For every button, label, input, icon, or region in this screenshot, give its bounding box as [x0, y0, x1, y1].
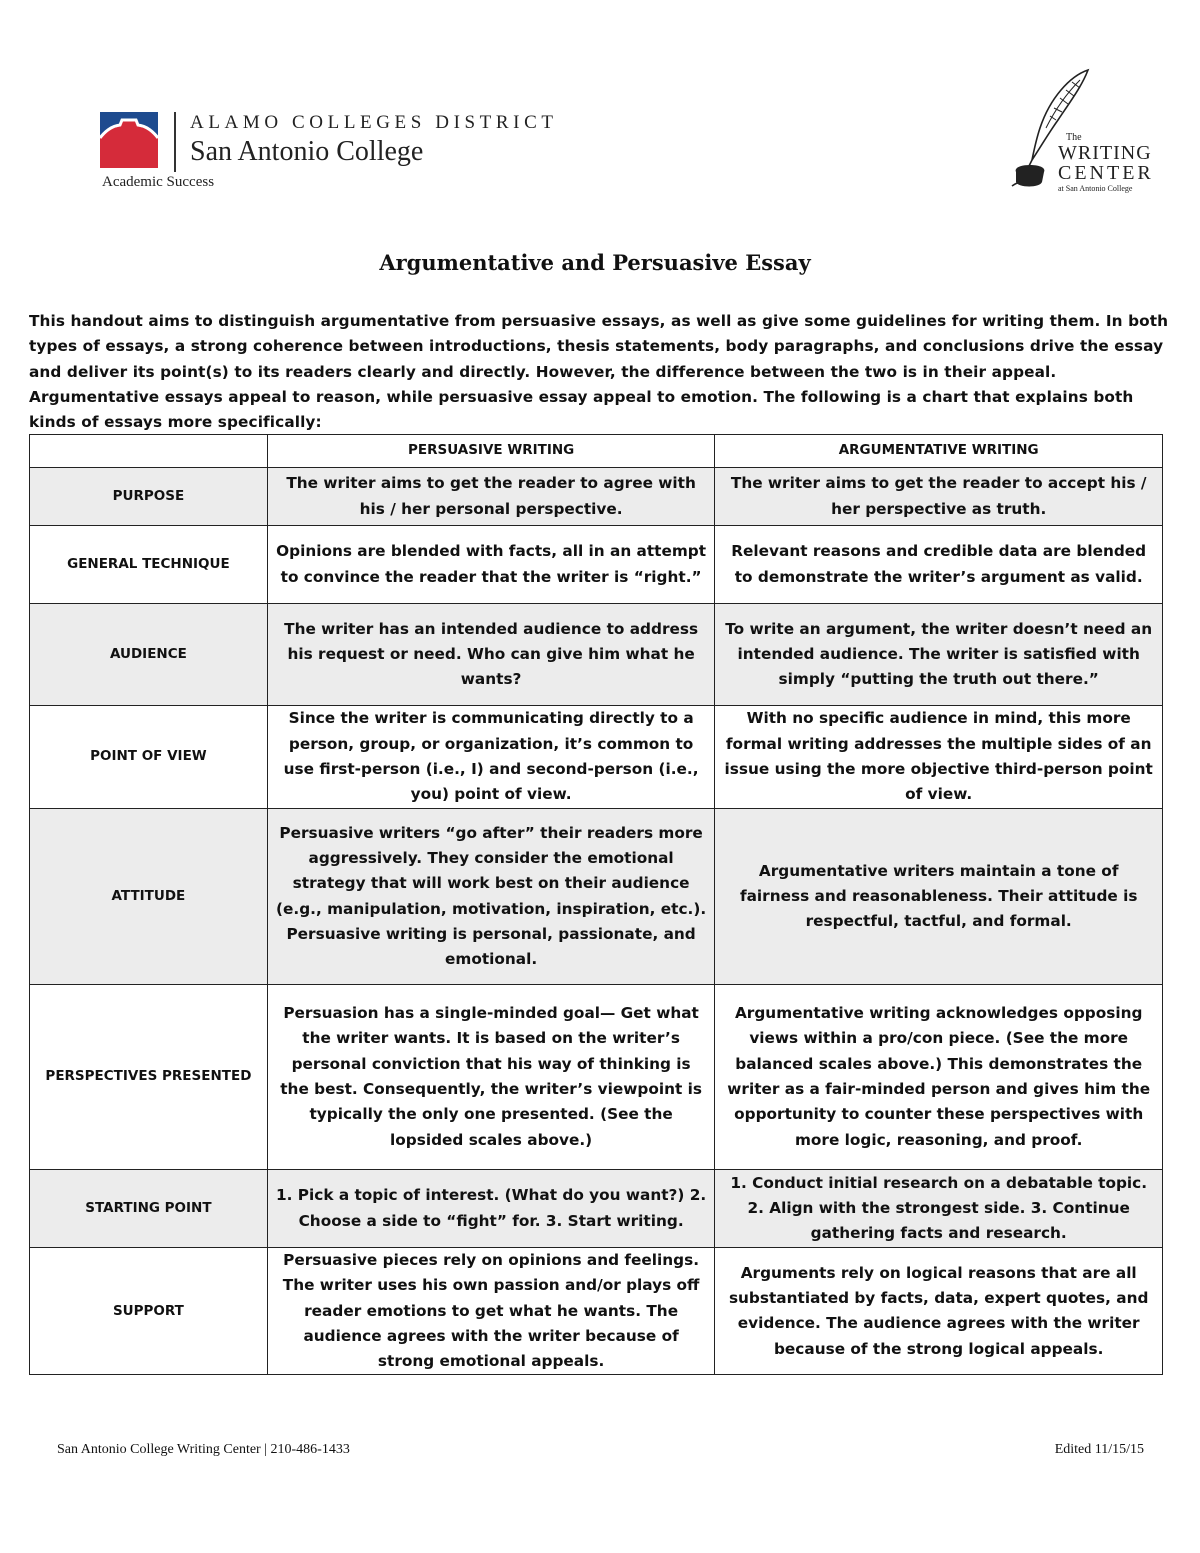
- header-empty-cell: [30, 435, 268, 468]
- row-audience: [30, 604, 1163, 706]
- document-title: Argumentative and Persuasive Essay: [379, 250, 811, 275]
- row-attitude: [30, 809, 1163, 985]
- argumentative-cell: Argumentative writing acknowledges opposing views within a pro/con piece. (See the more balanced scales above.) This demonstrates the writer as a fair-minded person and gives him the opportunity to counter these perspectives with more logic, reasoning, and proof.: [715, 985, 1163, 1170]
- row-label: POINT OF VIEW: [30, 706, 268, 809]
- row-support: [30, 1248, 1163, 1375]
- row-point-of-view: [30, 706, 1163, 809]
- logo-divider: [174, 112, 176, 172]
- argumentative-cell: The writer aims to get the reader to accept his / her perspective as truth.: [715, 468, 1163, 526]
- row-general-technique: [30, 526, 1163, 604]
- persuasive-cell: Since the writer is communicating directly to a person, group, or organization, it’s common to use first-person (i.e., I) and second-person (i.e., you) point of view.: [267, 706, 715, 809]
- writing-center-logo: [1010, 68, 1160, 198]
- row-purpose: [30, 468, 1163, 526]
- argumentative-cell: Relevant reasons and credible data are blended to demonstrate the writer’s argument as valid.: [715, 526, 1163, 604]
- department-name: Academic Success: [102, 174, 215, 190]
- row-label: AUDIENCE: [30, 604, 268, 706]
- row-starting-point: [30, 1170, 1163, 1248]
- footer-edited-date: Edited 11/15/15: [1054, 1442, 1144, 1457]
- footer-contact: San Antonio College Writing Center | 210-486-1433: [57, 1442, 350, 1457]
- persuasive-cell: The writer has an intended audience to address his request or need. Who can give him what he wants?: [267, 604, 715, 706]
- persuasive-cell: Opinions are blended with facts, all in an attempt to convince the reader that the writer is “right.”: [267, 526, 715, 604]
- wc-writing: WRITING: [1058, 142, 1152, 164]
- table-header-row: [30, 435, 1163, 468]
- row-label: PURPOSE: [30, 468, 268, 526]
- argumentative-cell: Argumentative writers maintain a tone of fairness and reasonableness. Their attitude is respectful, tactful, and formal.: [715, 809, 1163, 985]
- row-label: GENERAL TECHNIQUE: [30, 526, 268, 604]
- argumentative-cell: To write an argument, the writer doesn’t need an intended audience. The writer is satisfied with simply “putting the truth out there.”: [715, 604, 1163, 706]
- argumentative-cell: 1. Conduct initial research on a debatable topic. 2. Align with the strongest side. 3. Continue gathering facts and research.: [715, 1170, 1163, 1248]
- wc-at: at San Antonio College: [1058, 184, 1133, 193]
- persuasive-cell: Persuasive pieces rely on opinions and feelings. The writer uses his own passion and/or plays off reader emotions to get what he wants. The audience agrees with the writer because of strong emotional appeals.: [267, 1248, 715, 1375]
- wc-center: CENTER: [1058, 162, 1154, 184]
- college-name: San Antonio College: [190, 136, 424, 167]
- alamo-logo-icon: [100, 112, 158, 168]
- intro-paragraph: This handout aims to distinguish argumentative from persuasive essays, as well as give some guidelines for writing them. In both types of essays, a strong coherence between introductions, thesis statements, body paragraphs, and conclusions drive the essay and deliver its point(s) to its readers clearly and directly. However, the difference between the two is in their appeal. Argumentative essays appeal to reason, while persuasive essay appeal to emotion. The following is a chart that explains both kinds of essays more specifically:: [29, 312, 1169, 432]
- comparison-table: [29, 434, 1163, 1375]
- row-label: PERSPECTIVES PRESENTED: [30, 985, 268, 1170]
- persuasive-cell: Persuasion has a single-minded goal— Get what the writer wants. It is based on the writer’s personal conviction that his way of thinking is the best. Consequently, the writer’s viewpoint is typically the only one presented. (See the lopsided scales above.): [267, 985, 715, 1170]
- row-perspectives-presented: [30, 985, 1163, 1170]
- argumentative-cell: Arguments rely on logical reasons that are all substantiated by facts, data, expert quotes, and evidence. The audience agrees with the writer because of the strong logical appeals.: [715, 1248, 1163, 1375]
- persuasive-cell: 1. Pick a topic of interest. (What do you want?) 2. Choose a side to “fight” for. 3. Start writing.: [267, 1170, 715, 1248]
- persuasive-cell: The writer aims to get the reader to agree with his / her personal perspective.: [267, 468, 715, 526]
- row-label: STARTING POINT: [30, 1170, 268, 1248]
- row-label: SUPPORT: [30, 1248, 268, 1375]
- header-argumentative: ARGUMENTATIVE WRITING: [715, 435, 1163, 468]
- argumentative-cell: With no specific audience in mind, this more formal writing addresses the multiple sides of an issue using the more objective third-person point of view.: [715, 706, 1163, 809]
- row-label: ATTITUDE: [30, 809, 268, 985]
- alamo-colleges-logo: [100, 108, 600, 198]
- district-name: ALAMO COLLEGES DISTRICT: [190, 112, 558, 133]
- wc-the: The: [1066, 132, 1082, 143]
- persuasive-cell: Persuasive writers “go after” their readers more aggressively. They consider the emotional strategy that will work best on their audience (e.g., manipulation, motivation, inspiration, etc.). Persuasive writing is personal, passionate, and emotional.: [267, 809, 715, 985]
- header-persuasive: PERSUASIVE WRITING: [267, 435, 715, 468]
